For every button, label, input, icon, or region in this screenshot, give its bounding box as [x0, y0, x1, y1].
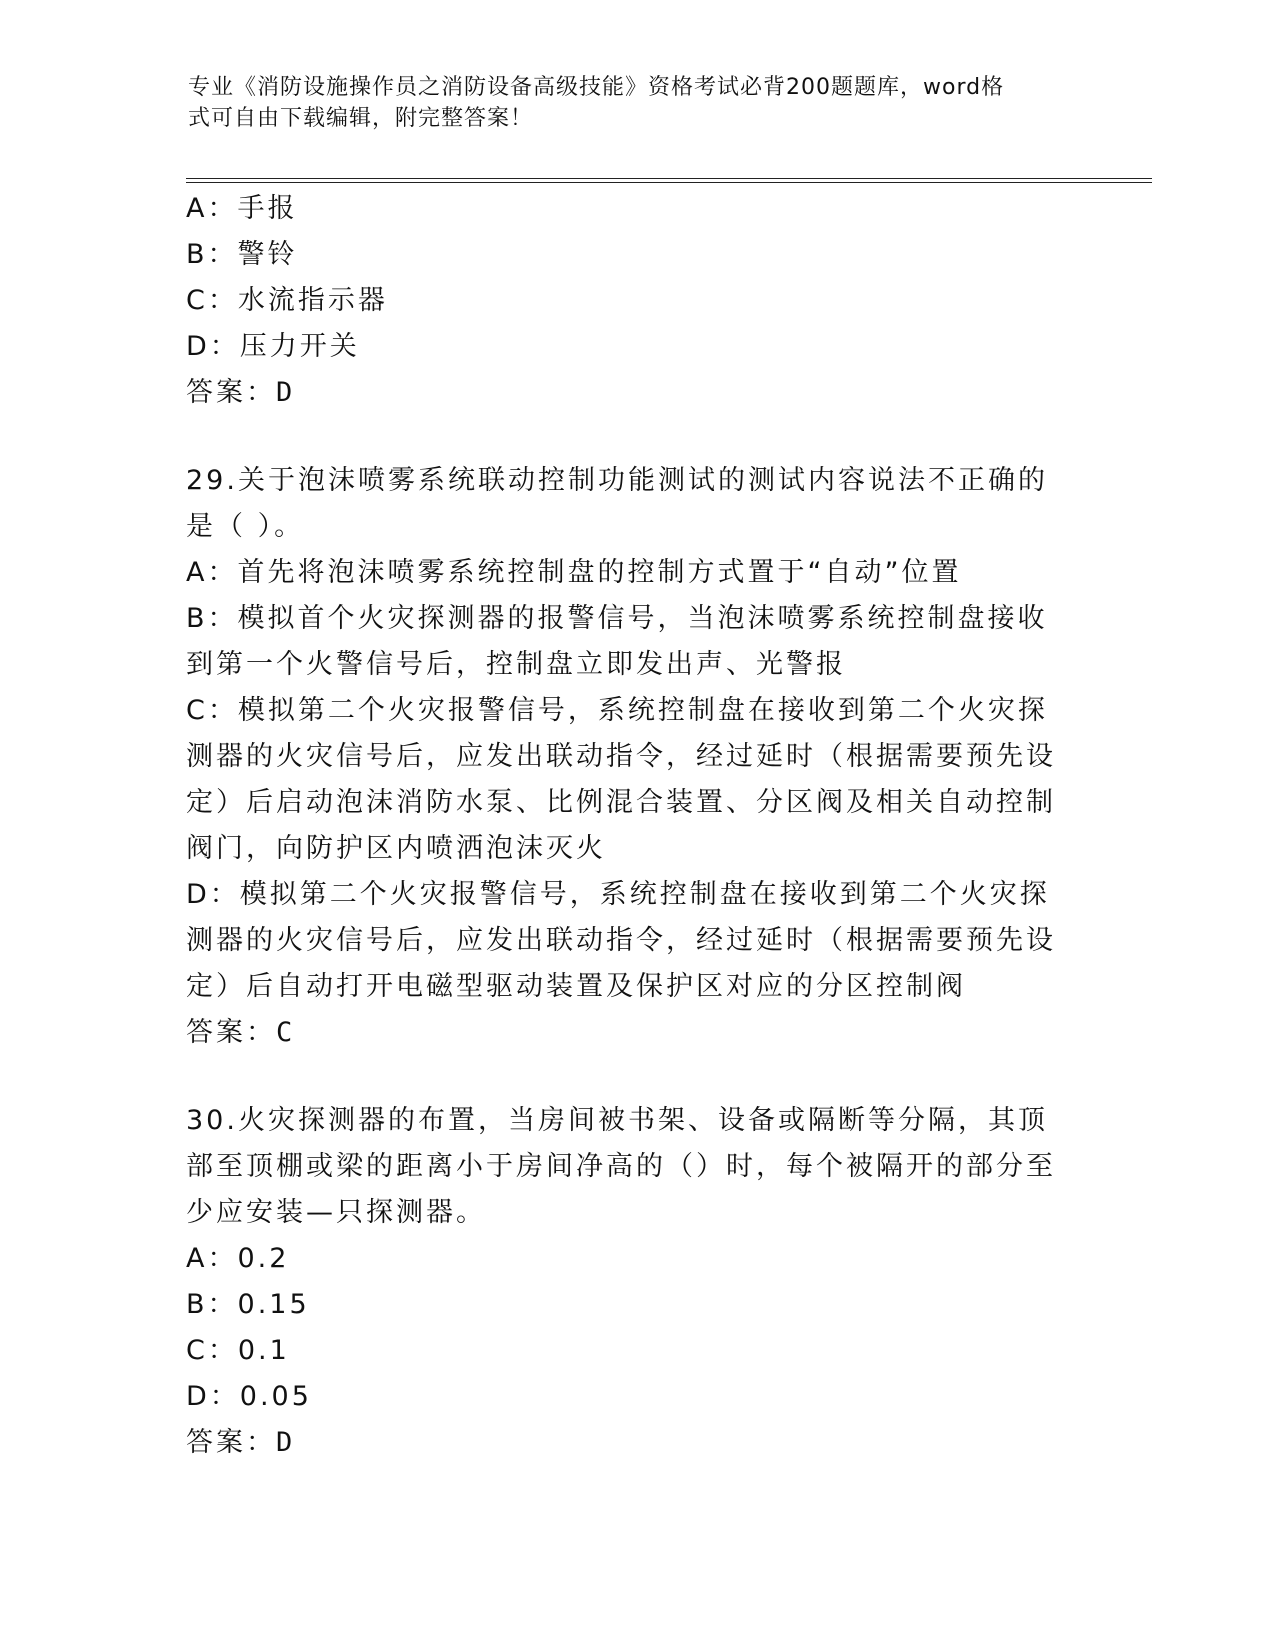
question-text: 29.关于泡沫喷雾系统联动控制功能测试的测试内容说法不正确的是（ ）。	[186, 465, 1048, 542]
question-29	[186, 458, 1076, 1056]
header-line-2: 式可自由下载编辑，附完整答案！	[188, 106, 534, 131]
header-line-1: 专业《消防设施操作员之消防设备高级技能》资格考试必背200题题库，word格	[188, 75, 1005, 100]
answer-line	[186, 370, 1076, 416]
answer-value: D	[276, 377, 296, 408]
option-a: A：0.2	[186, 1243, 290, 1274]
answer-value: C	[276, 1017, 296, 1048]
option-c: C：0.1	[186, 1335, 290, 1366]
option-a: A：手报	[186, 193, 298, 224]
header-divider-bottom	[186, 182, 1152, 183]
option-d: D：压力开关	[186, 331, 360, 362]
answer-label: 答案：	[186, 1427, 276, 1458]
question-30	[186, 1098, 1076, 1466]
answer-value: D	[276, 1427, 296, 1458]
option-d: D：模拟第二个火灾报警信号，系统控制盘在接收到第二个火灾探测器的火灾信号后，应发出联动指令，经过延时（根据需要预先设定）后自动打开电磁型驱动装置及保护区对应的分区控制阀	[186, 879, 1056, 1002]
spacer	[186, 1056, 1076, 1098]
option-b: B：警铃	[186, 239, 298, 270]
question-28	[186, 186, 1076, 416]
option-c: C：水流指示器	[186, 285, 388, 316]
answer-label: 答案：	[186, 377, 276, 408]
document-header	[188, 72, 1068, 134]
option-b: B：模拟首个火灾探测器的报警信号，当泡沫喷雾系统控制盘接收到第一个火警信号后，控制盘立即发出声、光警报	[186, 603, 1048, 680]
option-d: D：0.05	[186, 1381, 312, 1412]
option-c: C：模拟第二个火灾报警信号，系统控制盘在接收到第二个火灾探测器的火灾信号后，应发出联动指令，经过延时（根据需要预先设定）后启动泡沫消防水泵、比例混合装置、分区阀及相关自动控制阀门，向防护区内喷洒泡沫灭火	[186, 695, 1056, 864]
answer-line	[186, 1420, 1076, 1466]
option-b: B：0.15	[186, 1289, 310, 1320]
question-text: 30.火灾探测器的布置，当房间被书架、设备或隔断等分隔，其顶部至顶棚或梁的距离小于房间净高的（）时，每个被隔开的部分至少应安装—只探测器。	[186, 1105, 1056, 1228]
header-divider-top	[186, 178, 1152, 179]
spacer	[186, 416, 1076, 458]
question-list	[186, 186, 1076, 1466]
option-a: A：首先将泡沫喷雾系统控制盘的控制方式置于“自动”位置	[186, 557, 962, 588]
answer-line	[186, 1010, 1076, 1056]
answer-label: 答案：	[186, 1017, 276, 1048]
